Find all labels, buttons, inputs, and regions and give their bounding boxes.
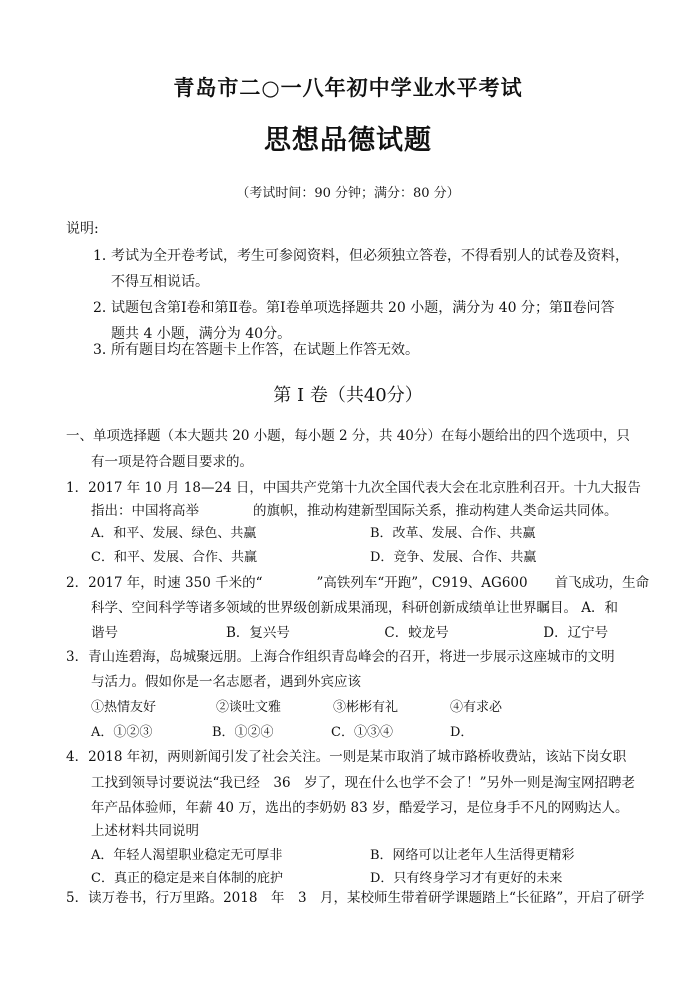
question-3-option-d: D． [450,725,474,740]
instruction-item [93,337,633,363]
question-4-line: 年产品体验师，年薪 40 万，选出的李奶奶 83 岁，酷爱学习，是位身手不凡的网购达人。 [91,800,629,816]
question-3-statement: ④有求必 [450,700,503,715]
question-2-line: 科学、空间科学等诸多领域的世界级创新成果涌现，科研创新成绩单让世界瞩目。 A．和 [91,600,619,616]
question-3-statement: ①热情友好 [91,700,157,715]
question-3-option-b: B．①②④ [212,725,274,740]
instruction-number: 3． [93,342,116,358]
question-3-option-c: C．①③④ [331,725,393,740]
part-heading-line: 有一项是符合题目要求的。 [91,454,253,470]
question-4-option-b: B．网络可以让老年人生活得更精彩 [370,848,575,863]
question-2-line: 2．2017 年，时速 350 千米的“ ”高铁列车“开跑”，C919、AG600 首飞成功，生命 [66,575,650,591]
question-2-line: 谐号 B．复兴号 C．蛟龙号 D．辽宁号 [91,625,609,641]
instruction-line: 题共 4 小题，满分为 40分。 [111,326,292,342]
question-1-line: 指出：中国将高举 的旗帜，推动构建新型国际关系，推动构建人类命运共同体。 [91,503,618,519]
part-heading-line: 一、单项选择题（本大题共 20 小题，每小题 2 分，共 40分）在每小题给出的四个选项中，只 [66,428,630,444]
question-4-option-c: C．真正的稳定是来自体制的庇护 [91,871,283,886]
section-title: 第 I 卷（共40分） [273,385,423,406]
question-5-line: 5．读万卷书，行万里路。2018 年 3 月，某校师生带着研学课题踏上“长征路”，开启了研学 [66,890,645,906]
instruction-number: 1． [93,248,116,264]
question-3-statement: ②谈吐文雅 [216,700,282,715]
instruction-line: 所有题目均在答题卡上作答，在试题上作答无效。 [111,342,419,358]
question-1-option-b: B．改革、发展、合作、共赢 [370,526,536,541]
instruction-item [93,243,633,295]
question-1-option-d: D．竞争、发展、合作、共赢 [370,550,537,565]
question-3-option-a: A．①②③ [91,725,153,740]
question-4-option-a: A．年轻人渴望职业稳定无可厚非 [91,848,283,863]
question-4-line: 工找到领导讨要说法“我已经 36 岁了，现在什么也学不会了！”另外一则是淘宝网招聘老 [91,775,635,791]
question-1-line: 1．2017 年 10 月 18—24 日，中国共产党第十九次全国代表大会在北京胜利召开。十九大报告 [66,480,641,496]
exam-info: （考试时间：90 分钟；满分：80 分） [236,186,460,201]
question-1-option-c: C．和平、发展、合作、共赢 [91,550,257,565]
question-4-line: 上述材料共同说明 [91,823,199,839]
question-4-option-d: D．只有终身学习才有更好的未来 [370,871,563,886]
instruction-number: 2． [93,300,116,316]
exam-title: 青岛市二○一八年初中学业水平考试 [173,75,523,100]
question-3-statement: ③彬彬有礼 [333,700,399,715]
subject-title: 思想品德试题 [264,125,432,156]
instruction-line: 试题包含第Ⅰ卷和第Ⅱ卷。第Ⅰ卷单项选择题共 20 小题，满分为 40 分；第Ⅱ卷问答 [111,300,615,316]
question-1-option-a: A．和平、发展、绿色、共赢 [91,526,257,541]
question-3-line: 3．青山连碧海，岛城聚远朋。上海合作组织青岛峰会的召开，将进一步展示这座城市的文明 [66,649,615,665]
question-4-line: 4．2018 年初，两则新闻引发了社会关注。一则是某市取消了城市路桥收费站，该站下岗女职 [66,749,627,765]
instruction-line: 不得互相说话。 [111,274,209,290]
instruction-line: 考试为全开卷考试，考生可参阅资料，但必须独立答卷，不得看别人的试卷及资料， [111,248,629,264]
instructions-heading: 说明: [66,221,99,237]
question-3-line: 与活力。假如你是一名志愿者，遇到外宾应该 [91,674,361,690]
